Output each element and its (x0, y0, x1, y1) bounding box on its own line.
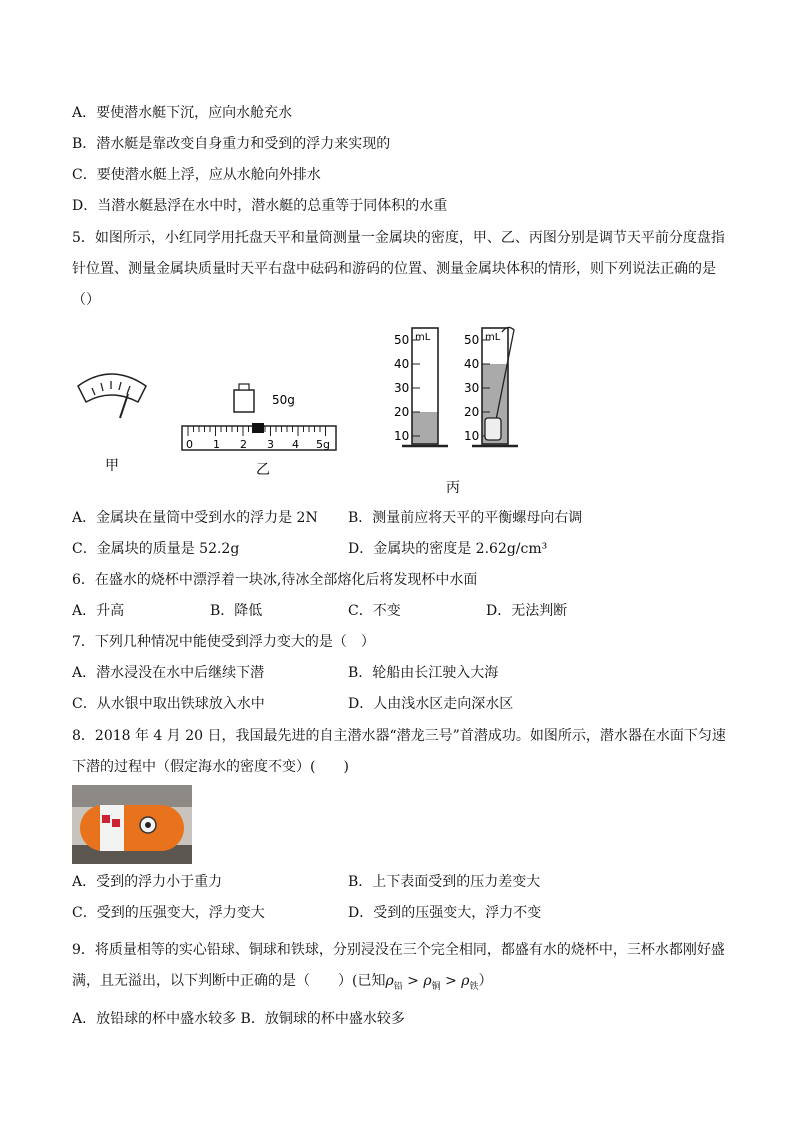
q4-option-c: C．要使潜水艇上浮，应从水舱向外排水 (72, 167, 321, 183)
q4-option-a: A．要使潜水艇下沉，应向水舱充水 (72, 105, 293, 121)
sub-fe: 铁 (469, 981, 479, 992)
cyl-left-tick-30: 30 (394, 381, 410, 395)
q8-option-a: A．受到的浮力小于重力 (72, 874, 223, 890)
sub-cu: 铜 (431, 981, 441, 992)
ruler-tick-1: 1 (213, 438, 220, 451)
cyl-left-tick-10: 10 (394, 429, 410, 443)
rho-pb: ρ (385, 973, 394, 989)
q7-stem: 7．下列几种情况中能使受到浮力变大的是（ ） (72, 634, 375, 650)
q9-options-ab: A．放铅球的杯中盛水较多 B．放铜球的杯中盛水较多 (72, 1011, 405, 1027)
q8-option-c: C．受到的压强变大，浮力变大 (72, 905, 265, 921)
q7-option-a: A．潜水浸没在水中后继续下潜 (72, 665, 265, 681)
rho-cu: ρ (423, 973, 432, 989)
ruler-tick-4: 4 (292, 438, 299, 451)
figure-jia-dial (72, 366, 154, 476)
q8-option-d: D．受到的压强变大，浮力不变 (348, 905, 542, 921)
q6-option-d: D．无法判断 (486, 603, 568, 619)
q6-stem: 6．在盛水的烧杯中漂浮着一块冰,待冰全部熔化后将发现杯中水面 (72, 572, 478, 588)
q7-option-d: D．人由浅水区走向深水区 (348, 696, 514, 712)
q7-option-c: C．从水银中取出铁球放入水中 (72, 696, 265, 712)
cyl-right-tick-50: 50 (464, 333, 480, 347)
q4-option-d: D．当潜水艇悬浮在水中时，潜水艇的总重等于同体积的水重 (72, 198, 448, 214)
rider (252, 423, 264, 433)
cyl-right-tick-40: 40 (464, 357, 480, 371)
ruler-tick-3: 3 (267, 438, 274, 451)
cyl-right-tick-10: 10 (464, 429, 480, 443)
dial-pointer (120, 394, 128, 418)
cyl-left-tick-50: 50 (394, 333, 410, 347)
figure-jia-label: 甲 (105, 458, 119, 474)
weight-label: 50g (272, 393, 295, 407)
figure-yi-balance (178, 380, 340, 480)
q9-stem-end: ） (478, 973, 493, 989)
submersible-hull (80, 805, 184, 851)
ruler-tick-5: 5g (316, 438, 330, 451)
q9-stem-line2 (72, 971, 493, 997)
q5-option-d: D．金属块的密度是 2.62g/cm³ (348, 541, 548, 557)
cyl-left-tick-40: 40 (394, 357, 410, 371)
weight-icon (234, 384, 254, 412)
q5-stem-line3: （） (72, 292, 100, 308)
cylinder-left (394, 328, 448, 446)
cyl-left-tick-20: 20 (394, 405, 410, 419)
dial-face (78, 374, 146, 402)
q4-option-b: B．潜水艇是靠改变自身重力和受到的浮力来实现的 (72, 136, 391, 152)
figure-bing-cylinders (388, 322, 528, 498)
cyl-right-tick-20: 20 (464, 405, 480, 419)
rho-fe: ρ (461, 973, 470, 989)
water-left (412, 412, 438, 444)
q5-option-b: B．测量前应将天平的平衡螺母向右调 (348, 510, 583, 526)
q6-option-c: C．不变 (348, 603, 401, 619)
cyl-right-tick-30: 30 (464, 381, 480, 395)
q9-stem-line1: 9．将质量相等的实心铅球、铜球和铁球，分别浸没在三个完全相同，都盛有水的烧杯中，三杯水都刚好盛 (72, 942, 725, 958)
ruler-tick-2: 2 (240, 438, 247, 451)
gt-1: > (407, 973, 419, 989)
q9-stem-text: 满，且无溢出，以下判断中正确的是（ ）(已知 (72, 973, 386, 989)
q5-stem-line1: 5．如图所示，小红同学用托盘天平和量筒测量一金属块的密度，甲、乙、丙图分别是调节天平前分度盘指 (72, 230, 725, 246)
submersible-photo (72, 785, 192, 864)
q5-option-a: A．金属块在量筒中受到水的浮力是 2N (72, 510, 318, 526)
sub-pb: 铅 (393, 981, 403, 992)
q7-option-b: B．轮船由长江驶入大海 (348, 665, 499, 681)
cylinder-left-unit: mL (415, 332, 431, 343)
figure-bing-label: 丙 (446, 480, 460, 496)
cylinder-right (464, 327, 518, 446)
gt-2: > (445, 973, 457, 989)
figure-yi-label: 乙 (256, 462, 270, 478)
q8-stem-line2: 下潜的过程中（假定海水的密度不变）( ) (72, 759, 349, 775)
metal-block (485, 418, 501, 440)
ruler-tick-0: 0 (186, 438, 193, 451)
q5-stem-line2: 针位置、测量金属块质量时天平右盘中砝码和游码的位置、测量金属块体积的情形，则下列说法正确的是 (72, 261, 716, 277)
q5-option-c: C．金属块的质量是 52.2g (72, 541, 240, 557)
cylinder-right-unit: mL (485, 332, 501, 343)
q6-option-a: A．升高 (72, 603, 125, 619)
q8-option-b: B．上下表面受到的压力差变大 (348, 874, 541, 890)
q8-stem-line1: 8．2018 年 4 月 20 日，我国最先进的自主潜水器“潜龙三号”首潜成功。如图所示，潜水器在水面下匀速 (72, 728, 726, 744)
q6-option-b: B．降低 (210, 603, 263, 619)
